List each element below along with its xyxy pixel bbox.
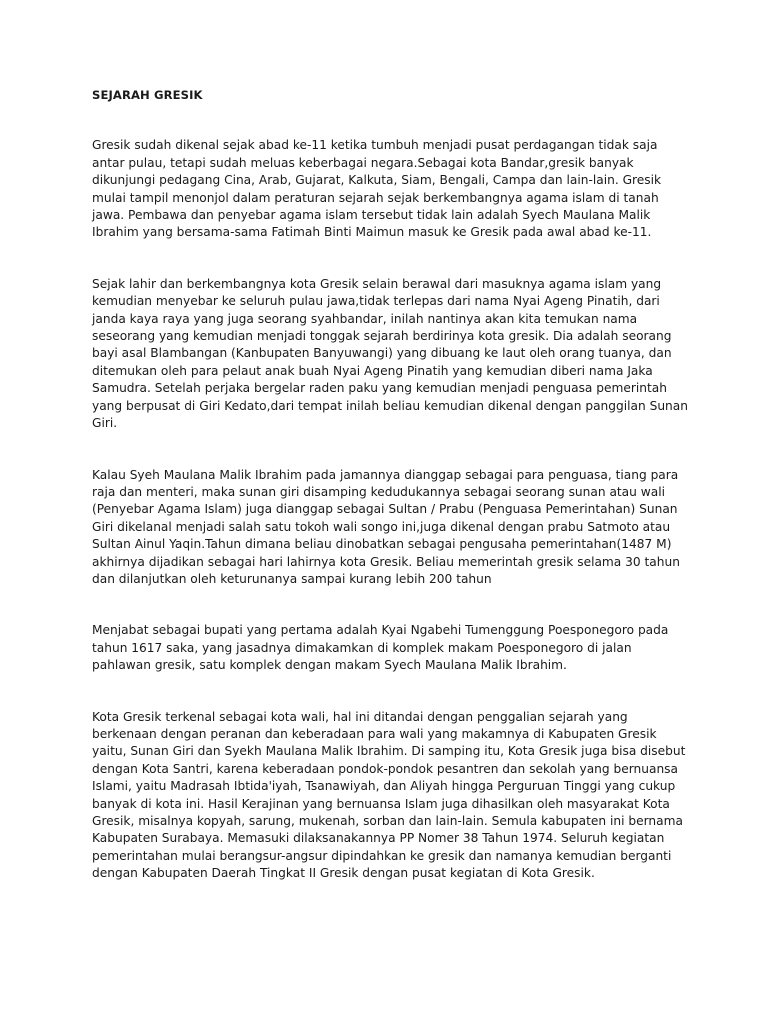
- paragraph-1: Gresik sudah dikenal sejak abad ke-11 ketika tumbuh menjadi pusat perdagangan tidak saja antar pulau, tetapi sudah meluas keberbagai negara.Sebagai kota Bandar,gresik banyak dikunjungi pedagang Cina, Arab, Gujarat, Kalkuta, Siam, Bengali, Campa dan lain-lain. Gresik mulai tampil menonjol dalam peraturan sejarah sejak berkembangnya agama islam di tanah jawa. Pembawa dan penyebar agama islam tersebut tidak lain adalah Syech Maulana Malik Ibrahim yang bersama-sama Fatimah Binti Maimun masuk ke Gresik pada awal abad ke-11.: [92, 138, 662, 240]
- paragraph-4: Menjabat sebagai bupati yang pertama adalah Kyai Ngabehi Tumenggung Poesponegoro pada tahun 1617 saka, yang jasadnya dimakamkan di komplek makam Poesponegoro di jalan pahlawan gresik, satu komplek dengan makam Syech Maulana Malik Ibrahim.: [92, 623, 669, 673]
- document-title: SEJARAH GRESIK: [92, 88, 203, 102]
- document-body: [92, 87, 688, 917]
- paragraph-3: Kalau Syeh Maulana Malik Ibrahim pada jamannya dianggap sebagai para penguasa, tiang para raja dan menteri, maka sunan giri disamping kedudukannya sebagai seorang sunan atau wali (Penyebar Agama Islam) juga dianggap sebagai Sultan / Prabu (Penguasa Pemerintahan) Sunan Giri dikelanal menjadi salah satu tokoh wali songo ini,juga dikenal dengan prabu Satmoto atau Sultan Ainul Yaqin.Tahun dimana beliau dinobatkan sebagai pengusaha pemerintahan(1487 M) akhirnya dijadikan sebagai hari lahirnya kota Gresik. Beliau memerintah gresik selama 30 tahun dan dilanjutkan oleh keturunanya sampai kurang lebih 200 tahun: [92, 467, 680, 586]
- paragraph-2: Sejak lahir dan berkembangnya kota Gresik selain berawal dari masuknya agama islam yang kemudian menyebar ke seluruh pulau jawa,tidak terlepas dari nama Nyai Ageng Pinatih, dari janda kaya raya yang juga seorang syahbandar, inilah nantinya akan kita temukan nama seseorang yang kemudian menjadi tonggak sejarah berdirinya kota gresik. Dia adalah seorang bayi asal Blambangan (Kanbupaten Banyuwangi) yang dibuang ke laut oleh orang tuanya, dan ditemukan oleh para pelaut anak buah Nyai Ageng Pinatih yang kemudian diberi nama Jaka Samudra. Setelah perjaka bergelar raden paku yang kemudian menjadi penguasa pemerintah yang berpusat di Giri Kedato,dari tempat inilah beliau kemudian dikenal dengan panggilan Sunan Giri.: [92, 276, 688, 431]
- paragraph-5: Kota Gresik terkenal sebagai kota wali, hal ini ditandai dengan penggalian sejarah yang berkenaan dengan peranan dan keberadaan para wali yang makamnya di Kabupaten Gresik yaitu, Sunan Giri dan Syekh Maulana Malik Ibrahim. Di samping itu, Kota Gresik juga bisa disebut dengan Kota Santri, karena keberadaan pondok-pondok pesantren dan sekolah yang bernuansa Islami, yaitu Madrasah Ibtida'iyah, Tsanawiyah, dan Aliyah hingga Perguruan Tinggi yang cukup banyak di kota ini. Hasil Kerajinan yang bernuansa Islam juga dihasilkan oleh masyarakat Kota Gresik, misalnya kopyah, sarung, mukenah, sorban dan lain-lain. Semula kabupaten ini bernama Kabupaten Surabaya. Memasuki dilaksanakannya PP Nomer 38 Tahun 1974. Seluruh kegiatan pemerintahan mulai berangsur-angsur dipindahkan ke gresik dan namanya kemudian berganti dengan Kabupaten Daerah Tingkat II Gresik dengan pusat kegiatan di Kota Gresik.: [92, 709, 686, 881]
